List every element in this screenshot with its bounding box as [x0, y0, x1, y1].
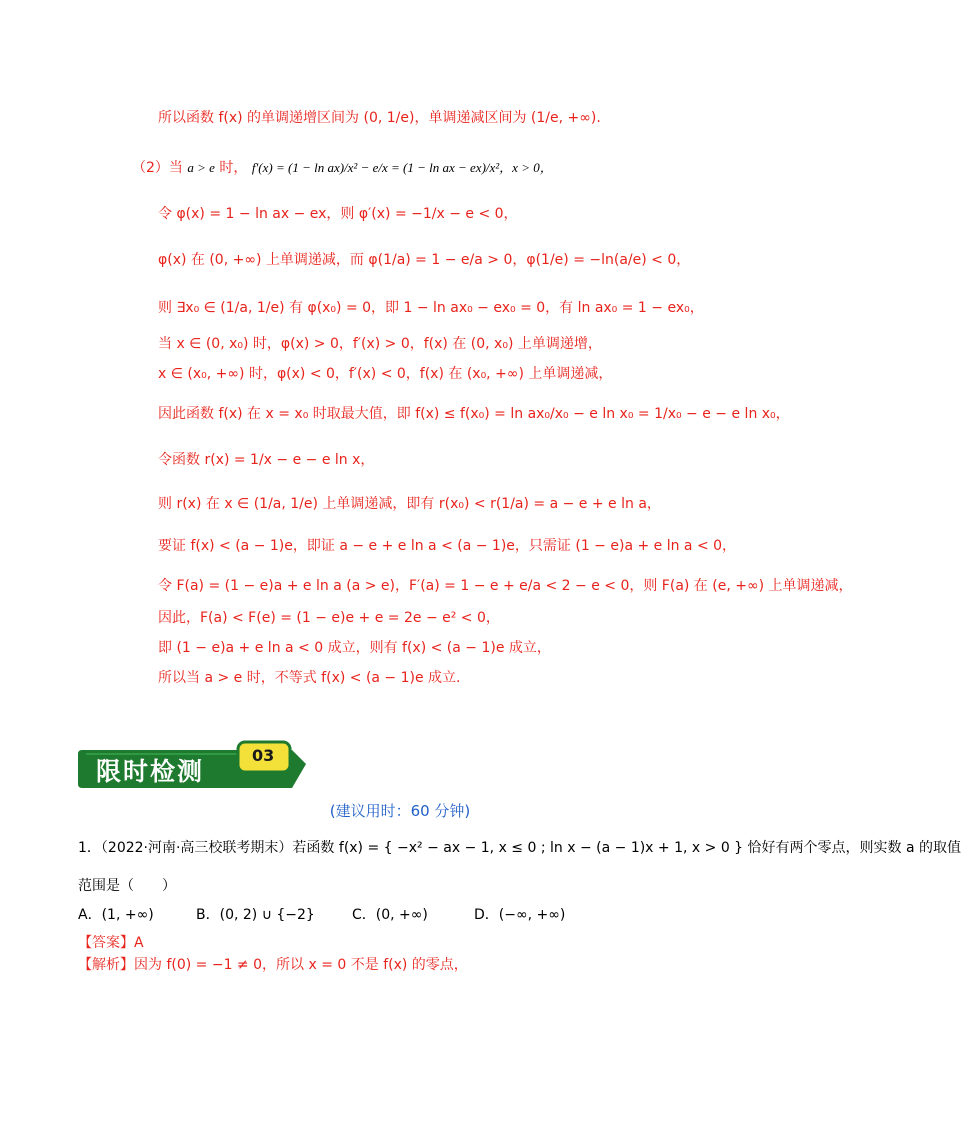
- solution-line-8: 因此函数 f(x) 在 x = x₀ 时取最大值，即 f(x) ≤ f(x₀) = ln ax₀/x₀ − e ln x₀ = 1/x₀ − e − e ln x₀，: [158, 406, 790, 422]
- connector: 时，: [219, 160, 248, 176]
- solution-line-2: [132, 158, 553, 178]
- analysis: 【解析】因为 f(0) = −1 ≠ 0，所以 x = 0 不是 f(x) 的零点，: [78, 957, 468, 973]
- solution-line-15: 所以当 a > e 时，不等式 f(x) < (a − 1)e 成立.: [158, 670, 461, 686]
- solution-line-12: 令 F(a) = (1 − e)a + e ln a (a > e)，F′(a) = 1 − e + e/a < 2 − e < 0，则 F(a) 在 (e, +∞) 上单调递减，: [158, 578, 853, 594]
- solution-line-9: 令函数 r(x) = 1/x − e − e ln x，: [158, 452, 375, 468]
- solution-line-5: 则 ∃x₀ ∈ (1/a, 1/e) 有 φ(x₀) = 0，即 1 − ln ax₀ − ex₀ = 0，有 ln ax₀ = 1 − ex₀，: [158, 300, 704, 316]
- solution-line-10: 则 r(x) 在 x ∈ (1/a, 1/e) 上单调递减，即有 r(x₀) < r(1/a) = a − e + e ln a，: [158, 496, 661, 512]
- derivative-formula: f′(x) = (1 − ln ax)/x² − e/x = (1 − ln ax − ex)/x²，x > 0，: [251, 160, 553, 175]
- question-stem-cont: 范围是（ ）: [78, 878, 176, 894]
- option-b: B．(0, 2) ∪ {−2}: [196, 907, 315, 923]
- part-label: （2）当: [132, 160, 183, 176]
- solution-line-13: 因此，F(a) < F(e) = (1 − e)e + e = 2e − e² < 0，: [158, 610, 500, 626]
- solution-line-11: 要证 f(x) < (a − 1)e，即证 a − e + e ln a < (a − 1)e，只需证 (1 − e)a + e ln a < 0，: [158, 538, 737, 554]
- section-number: 03: [252, 746, 275, 765]
- answer: 【答案】A: [78, 935, 144, 951]
- condition: a > e: [187, 160, 215, 175]
- option-a: A．(1, +∞): [78, 907, 154, 923]
- option-d: D．(−∞, +∞): [474, 907, 566, 923]
- solution-line-7: x ∈ (x₀, +∞) 时，φ(x) < 0，f′(x) < 0，f(x) 在 (x₀, +∞) 上单调递减，: [158, 366, 613, 382]
- solution-line-14: 即 (1 − e)a + e ln a < 0 成立，则有 f(x) < (a − 1)e 成立，: [158, 640, 551, 656]
- suggested-time: (建议用时：60 分钟): [329, 802, 471, 820]
- solution-line-4: φ(x) 在 (0, +∞) 上单调递减，而 φ(1/a) = 1 − e/a > 0，φ(1/e) = −ln(a/e) < 0，: [158, 252, 691, 268]
- solution-line-3: 令 φ(x) = 1 − ln ax − ex，则 φ′(x) = −1/x − e < 0，: [158, 206, 518, 222]
- solution-line-1: 所以函数 f(x) 的单调递增区间为 (0, 1/e)，单调递减区间为 (1/e, +∞).: [158, 110, 601, 126]
- question-stem: 1．（2022·河南·高三校联考期末）若函数 f(x) = { −x² − ax − 1, x ≤ 0 ; ln x − (a − 1)x + 1, x > 0 } 恰好有两个零点，则实数 a 的取值: [78, 840, 961, 856]
- option-c: C．(0, +∞): [352, 907, 428, 923]
- section-title: 限时检测: [96, 757, 205, 786]
- solution-line-6: 当 x ∈ (0, x₀) 时，φ(x) > 0，f′(x) > 0，f(x) 在 (0, x₀) 上单调递增，: [158, 336, 602, 352]
